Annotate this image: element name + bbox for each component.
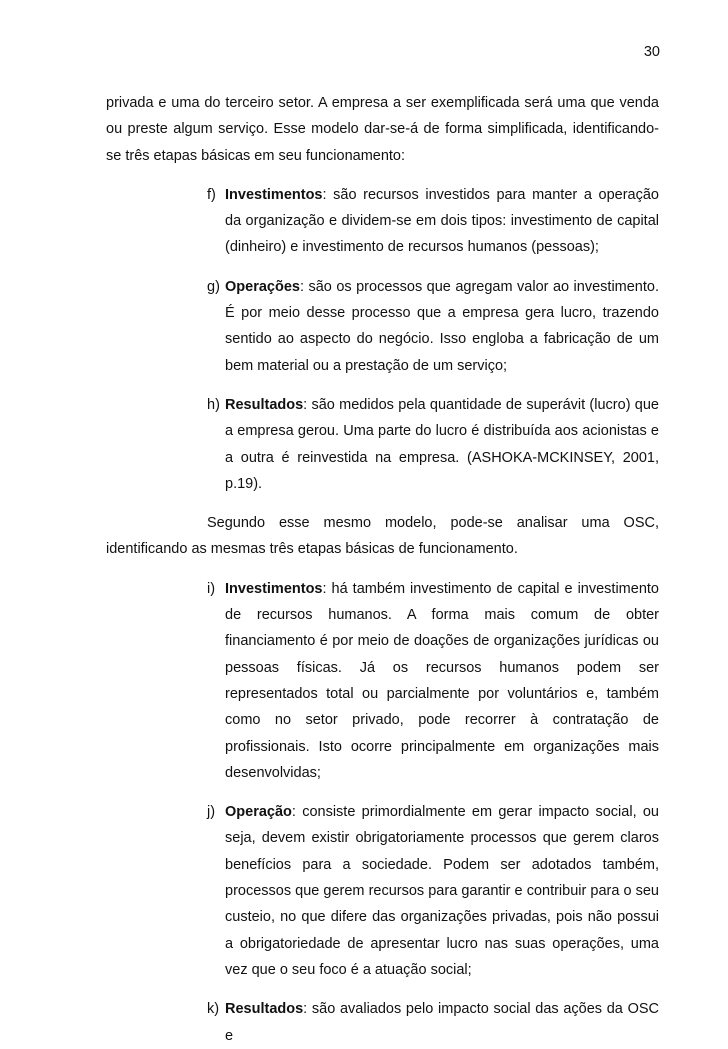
middle-paragraph: Segundo esse mesmo modelo, pode-se analisar uma OSC, identificando as mesmas três etapas básicas de funcionamento. [106,515,659,558]
list-term: Resultados [225,396,304,413]
list-marker: g) [207,278,220,295]
list-term: Resultados [225,1001,304,1018]
intro-paragraph: privada e uma do terceiro setor. A empresa a ser exemplificada será uma que venda ou preste algum serviço. Esse modelo dar-se-á de forma simplificada, identificando-se três etapas básicas em seu funcionamento: [106,95,659,164]
list-text: : há também investimento de capital e investimento de recursos humanos. A forma mais comum de obter financiamento é por meio de doações de organizações jurídicas ou pessoas físicas. Já os recursos humanos podem ser representados total ou parcialmente por voluntários e, também como no setor privado, pode recorrer à contratação de profissionais. Isto ocorre principalmente em organizações mais desenvolvidas; [225,580,659,781]
list-item-h [207,392,659,497]
list-item-k [207,996,659,1049]
list-marker: k) [207,1001,220,1018]
list-text: : consiste primordialmente em gerar impacto social, ou seja, devem existir obrigatoriamente processos que gerem claros benefícios para a sociedade. Podem ser adotados também, processos que gerem recursos para garantir e contribuir para o seu custeio, no que difere das organizações privadas, pois não possui a obrigatoriedade de apresentar lucro nas suas operações, uma vez que o seu foco é a atuação social; [225,804,659,978]
list-text: : são os processos que agregam valor ao investimento. É por meio desse processo que a empresa gera lucro, trazendo sentido ao aspecto do negócio. Isso engloba a fabricação de um bem material ou a prestação de um serviço; [225,278,659,374]
list-term: Operação [225,804,292,821]
list-item-i [207,576,659,786]
list-marker: j) [207,804,216,821]
list-term: Investimentos [225,186,323,203]
list-term: Investimentos [225,580,323,597]
list-text: : são medidos pela quantidade de superávit (lucro) que a empresa gerou. Uma parte do lucro é distribuída aos acionistas e a outra é reinvestida na empresa. (ASHOKA-MCKINSEY, 2001, p.19). [225,396,659,492]
page-number: 30 [643,44,660,60]
list-item-j [207,799,659,983]
document-body [106,90,659,1049]
list-text: : são recursos investidos para manter a operação da organização e dividem-se em dois tipos: investimento de capital (dinheiro) e investimento de recursos humanos (pessoas); [225,186,659,256]
list-marker: i) [207,580,216,597]
list-term: Operações [225,278,300,295]
list-item-f [207,182,659,261]
list-marker: h) [207,396,220,413]
list-text: : são avaliados pelo impacto social das ações da OSC e [225,1001,659,1044]
list-marker: f) [207,186,216,203]
list-item-g [207,274,659,379]
